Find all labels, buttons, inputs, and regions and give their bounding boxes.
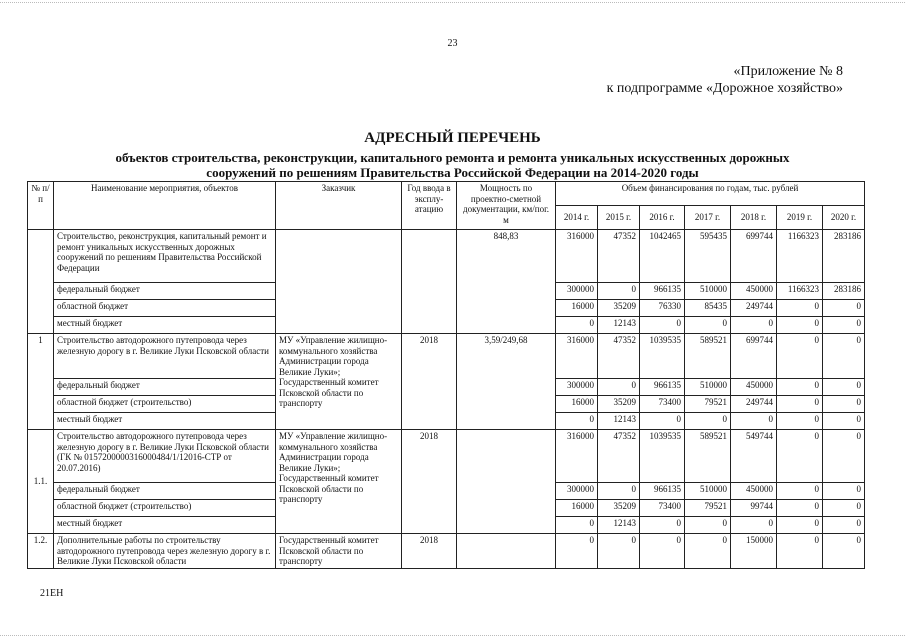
row-number: 1.1. — [28, 430, 54, 534]
funding-value: 0 — [598, 483, 640, 500]
row-name: федеральный бюджет — [54, 379, 276, 396]
scan-top-edge — [0, 2, 905, 3]
funding-value: 0 — [598, 534, 640, 569]
row-capacity: 3,59/249,68 — [457, 334, 556, 430]
funding-value: 0 — [823, 534, 865, 569]
funding-value: 699744 — [731, 230, 777, 283]
funding-value: 35209 — [598, 500, 640, 517]
document-title: АДРЕСНЫЙ ПЕРЕЧЕНЬ — [364, 130, 541, 146]
funding-value: 316000 — [556, 230, 598, 283]
funding-value: 966135 — [640, 283, 685, 300]
row-year: 2018 — [402, 430, 457, 534]
funding-value: 0 — [823, 500, 865, 517]
funding-value: 450000 — [731, 283, 777, 300]
funding-value: 300000 — [556, 483, 598, 500]
row-name: областной бюджет — [54, 300, 276, 317]
funding-value: 0 — [640, 517, 685, 534]
appendix-note — [607, 63, 843, 97]
funding-value: 0 — [823, 334, 865, 379]
funding-value: 0 — [777, 483, 823, 500]
funding-value: 0 — [823, 517, 865, 534]
header-year-col: 2015 г. — [598, 206, 640, 230]
header-funding: Объем финансирования по годам, тыс. рублей — [556, 182, 865, 206]
funding-value: 595435 — [685, 230, 731, 283]
funding-value: 79521 — [685, 500, 731, 517]
funding-value: 316000 — [556, 430, 598, 483]
funding-value: 283186 — [823, 230, 865, 283]
funding-value: 316000 — [556, 334, 598, 379]
scan-bottom-edge — [0, 635, 905, 636]
funding-value: 47352 — [598, 430, 640, 483]
row-name: местный бюджет — [54, 317, 276, 334]
funding-value: 1042465 — [640, 230, 685, 283]
funding-value: 450000 — [731, 483, 777, 500]
funding-value: 0 — [685, 317, 731, 334]
funding-value: 510000 — [685, 379, 731, 396]
row-name: федеральный бюджет — [54, 483, 276, 500]
row-name: федеральный бюджет — [54, 283, 276, 300]
funding-value: 0 — [777, 413, 823, 430]
row-customer: Государственный комитет Псковской области по транспорту — [276, 534, 402, 569]
funding-value: 966135 — [640, 379, 685, 396]
header-customer: Заказчик — [276, 182, 402, 230]
subtitle-line-1: объектов строительства, реконструкции, капитального ремонта и ремонта уникальных искусственных дорожных — [115, 150, 790, 165]
footer-code: 21ЕН — [40, 588, 64, 599]
funding-value: 0 — [685, 517, 731, 534]
appendix-line-1: «Приложение № 8 — [733, 64, 843, 79]
row-name: областной бюджет (строительство) — [54, 396, 276, 413]
funding-value: 16000 — [556, 500, 598, 517]
funding-value: 0 — [556, 517, 598, 534]
funding-value: 0 — [556, 413, 598, 430]
table-row — [28, 334, 865, 379]
header-name: Наименование мероприятия, объектов — [54, 182, 276, 230]
funding-value: 0 — [823, 396, 865, 413]
funding-value: 73400 — [640, 500, 685, 517]
funding-value: 0 — [556, 317, 598, 334]
funding-value: 0 — [731, 317, 777, 334]
row-year: 2018 — [402, 334, 457, 430]
funding-value: 699744 — [731, 334, 777, 379]
row-customer: МУ «Управление жилищно-коммунального хозяйства Администрации города Великие Луки»; Государственный комитет Псковской области по транспорту — [276, 334, 402, 430]
funding-value: 0 — [823, 317, 865, 334]
table-row — [28, 430, 865, 483]
funding-value: 1039535 — [640, 430, 685, 483]
funding-value: 0 — [731, 517, 777, 534]
row-capacity — [457, 430, 556, 534]
funding-value: 47352 — [598, 230, 640, 283]
funding-value: 99744 — [731, 500, 777, 517]
header-year-col: 2016 г. — [640, 206, 685, 230]
funding-value: 150000 — [731, 534, 777, 569]
header-year: Год ввода в эксплу-атацию — [402, 182, 457, 230]
funding-value: 1039535 — [640, 334, 685, 379]
header-year-col: 2019 г. — [777, 206, 823, 230]
funding-value: 0 — [777, 430, 823, 483]
row-name: Строительство, реконструкция, капитальный ремонт и ремонт уникальных искусственных дорожных сооружений по решениям Правительства Российской Федерации — [54, 230, 276, 283]
funding-value: 16000 — [556, 396, 598, 413]
funding-table — [27, 181, 865, 569]
funding-value: 249744 — [731, 300, 777, 317]
page-number: 23 — [447, 38, 458, 49]
row-capacity — [457, 534, 556, 569]
row-number — [28, 230, 54, 334]
header-year-col: 2014 г. — [556, 206, 598, 230]
funding-value: 510000 — [685, 483, 731, 500]
funding-value: 1166323 — [777, 230, 823, 283]
funding-value: 300000 — [556, 379, 598, 396]
funding-value: 47352 — [598, 334, 640, 379]
subtitle-line-2: сооружений по решениям Правительства Российской Федерации на 2014-2020 годы — [206, 165, 699, 180]
row-name: Дополнительные работы по строительству автодорожного путепровода через железную дорогу в г. Великие Луки Псковской области — [54, 534, 276, 569]
document-subtitle — [0, 150, 905, 180]
appendix-line-2: к подпрограмме «Дорожное хозяйство» — [606, 81, 843, 96]
table-row — [28, 230, 865, 283]
funding-value: 249744 — [731, 396, 777, 413]
funding-value: 0 — [731, 413, 777, 430]
funding-value: 0 — [640, 413, 685, 430]
funding-value: 589521 — [685, 430, 731, 483]
row-name: местный бюджет — [54, 517, 276, 534]
funding-value: 0 — [685, 534, 731, 569]
funding-value: 0 — [777, 379, 823, 396]
funding-value: 966135 — [640, 483, 685, 500]
row-name: Строительство автодорожного путепровода через железную дорогу в г. Великие Луки Псковской области — [54, 334, 276, 379]
funding-value: 12143 — [598, 413, 640, 430]
funding-value: 0 — [598, 283, 640, 300]
row-name: Строительство автодорожного путепровода через железную дорогу в г. Великие Луки Псковской области (ГК № 0157200000316000484/1/12016-СТР от 20.07.2016) — [54, 430, 276, 483]
funding-value: 12143 — [598, 317, 640, 334]
funding-value: 0 — [823, 483, 865, 500]
funding-value: 0 — [777, 396, 823, 413]
funding-value: 589521 — [685, 334, 731, 379]
funding-value: 549744 — [731, 430, 777, 483]
funding-value: 0 — [556, 534, 598, 569]
funding-value: 0 — [777, 517, 823, 534]
funding-value: 0 — [823, 379, 865, 396]
funding-value: 35209 — [598, 300, 640, 317]
row-year: 2018 — [402, 534, 457, 569]
funding-value: 12143 — [598, 517, 640, 534]
table-row — [28, 534, 865, 569]
funding-value: 510000 — [685, 283, 731, 300]
funding-value: 283186 — [823, 283, 865, 300]
header-year-col: 2020 г. — [823, 206, 865, 230]
header-num: № п/п — [28, 182, 54, 230]
funding-value: 0 — [823, 430, 865, 483]
funding-value: 35209 — [598, 396, 640, 413]
funding-value: 76330 — [640, 300, 685, 317]
funding-value: 450000 — [731, 379, 777, 396]
funding-value: 0 — [685, 413, 731, 430]
funding-value: 0 — [598, 379, 640, 396]
funding-value: 85435 — [685, 300, 731, 317]
funding-value: 0 — [640, 534, 685, 569]
funding-value: 0 — [777, 300, 823, 317]
funding-value: 16000 — [556, 300, 598, 317]
row-capacity: 848,83 — [457, 230, 556, 334]
funding-value: 73400 — [640, 396, 685, 413]
row-number: 1 — [28, 334, 54, 430]
row-year — [402, 230, 457, 334]
row-customer: МУ «Управление жилищно-коммунального хозяйства Администрации города Великие Луки»; Государственный комитет Псковской области по транспорту — [276, 430, 402, 534]
funding-value: 0 — [777, 334, 823, 379]
header-capacity: Мощность по проектно-сметной документации, км/пог. м — [457, 182, 556, 230]
row-number: 1.2. — [28, 534, 54, 569]
header-year-col: 2017 г. — [685, 206, 731, 230]
row-name: областной бюджет (строительство) — [54, 500, 276, 517]
funding-value: 0 — [777, 317, 823, 334]
row-customer — [276, 230, 402, 334]
row-name: местный бюджет — [54, 413, 276, 430]
funding-value: 300000 — [556, 283, 598, 300]
funding-value: 0 — [823, 413, 865, 430]
header-year-col: 2018 г. — [731, 206, 777, 230]
funding-value: 0 — [640, 317, 685, 334]
funding-value: 79521 — [685, 396, 731, 413]
funding-value: 0 — [823, 300, 865, 317]
funding-value: 0 — [777, 500, 823, 517]
funding-value: 1166323 — [777, 283, 823, 300]
funding-value: 0 — [777, 534, 823, 569]
